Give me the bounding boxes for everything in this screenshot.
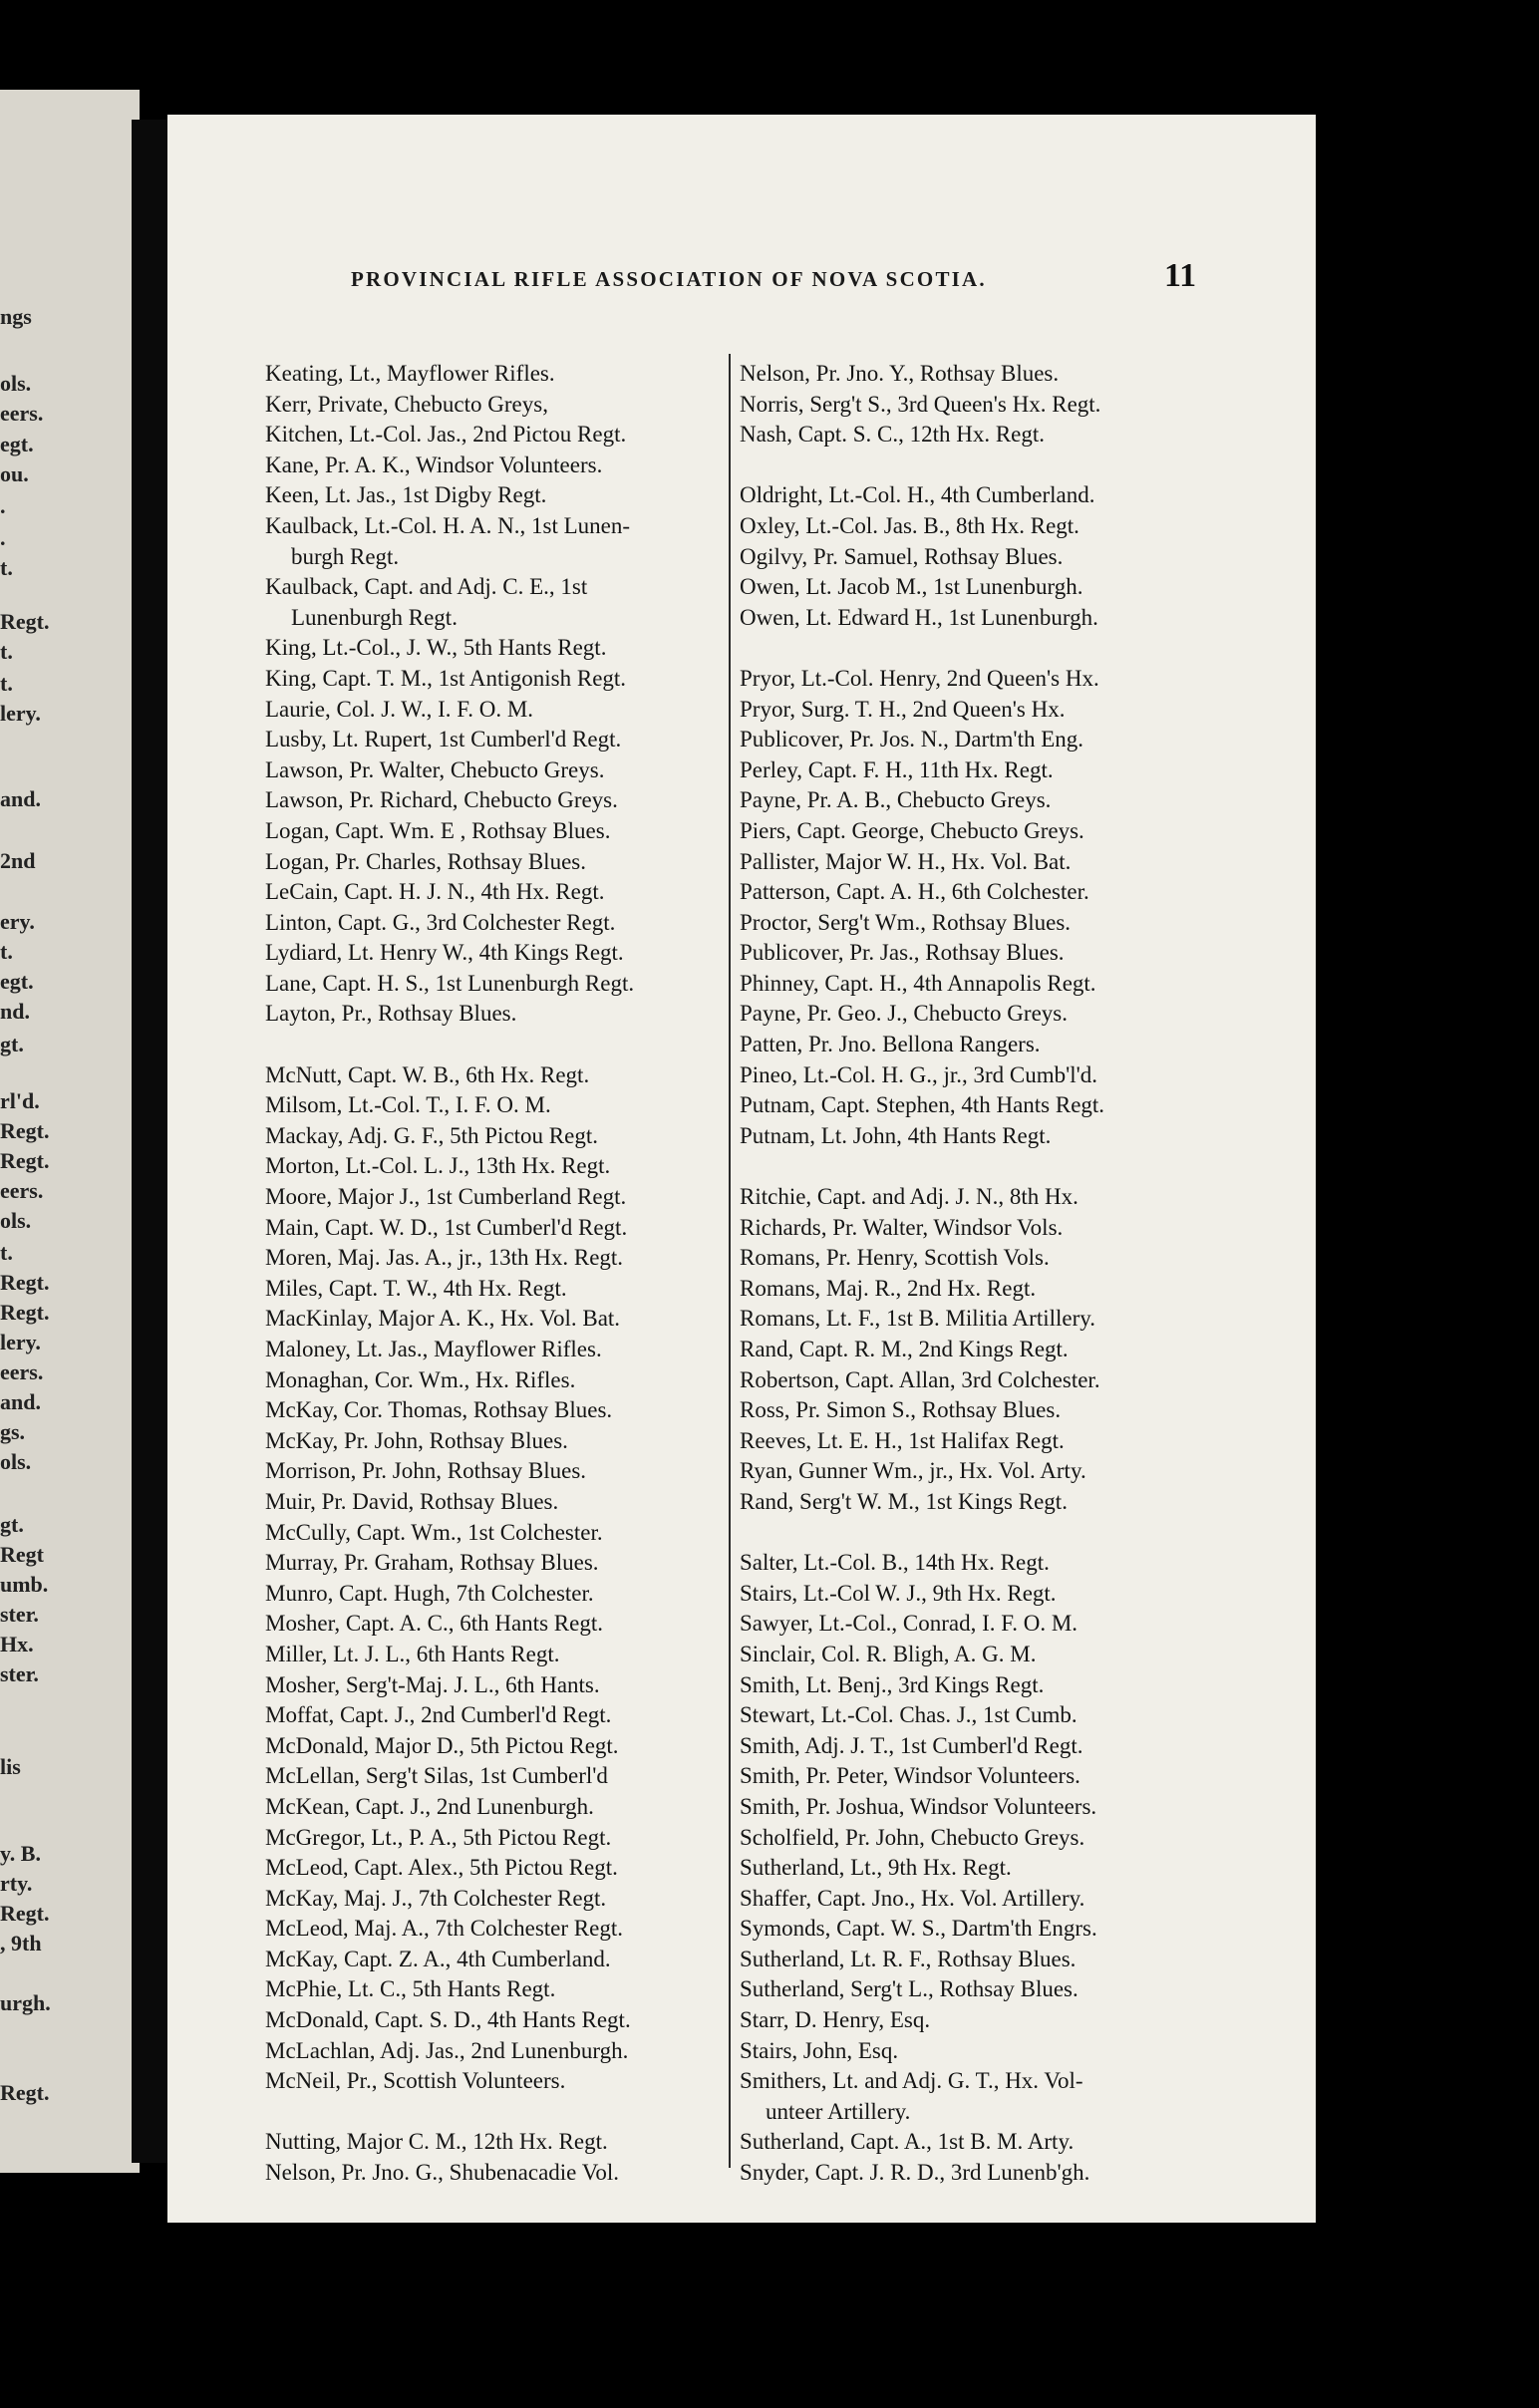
- directory-entry: McDonald, Capt. S. D., 4th Hants Regt.: [265, 2007, 631, 2033]
- prev-page-fragment: .: [0, 525, 6, 550]
- prev-page-fragment: ster.: [0, 1661, 39, 1686]
- directory-entry: Putnam, Capt. Stephen, 4th Hants Regt.: [740, 1092, 1105, 1118]
- prev-page-fragment: Regt.: [0, 2080, 50, 2105]
- directory-entry: Lane, Capt. H. S., 1st Lunenburgh Regt.: [265, 970, 635, 996]
- directory-entry: Munro, Capt. Hugh, 7th Colchester.: [265, 1580, 594, 1606]
- directory-entry: Moren, Maj. Jas. A., jr., 13th Hx. Regt.: [265, 1245, 624, 1271]
- directory-entry: Norris, Serg't S., 3rd Queen's Hx. Regt.: [740, 391, 1101, 417]
- directory-entry: McNeil, Pr., Scottish Volunteers.: [265, 2068, 566, 2094]
- directory-entry: McNutt, Capt. W. B., 6th Hx. Regt.: [265, 1061, 590, 1087]
- prev-page-fragment: eers.: [0, 401, 44, 426]
- directory-entry: Kaulback, Lt.-Col. H. A. N., 1st Lunen-: [265, 512, 631, 538]
- prev-page-fragment: eers.: [0, 1359, 44, 1384]
- directory-entry: Monaghan, Cor. Wm., Hx. Rifles.: [265, 1366, 576, 1392]
- directory-entry: Logan, Capt. Wm. E , Rothsay Blues.: [265, 817, 611, 843]
- directory-entry: Rand, Capt. R. M., 2nd Kings Regt.: [740, 1337, 1069, 1361]
- directory-entry: McLeod, Maj. A., 7th Colchester Regt.: [265, 1916, 623, 1942]
- directory-entry: Owen, Lt. Edward H., 1st Lunenburgh.: [740, 604, 1098, 630]
- directory-entry: Stairs, Lt.-Col W. J., 9th Hx. Regt.: [740, 1580, 1057, 1606]
- entry-continuation: unteer Artillery.: [766, 2098, 911, 2124]
- directory-entry: King, Capt. T. M., 1st Antigonish Regt.: [265, 665, 627, 691]
- directory-entry: Oldright, Lt.-Col. H., 4th Cumberland.: [740, 482, 1095, 508]
- directory-entry: Romans, Maj. R., 2nd Hx. Regt.: [740, 1275, 1037, 1301]
- prev-page-fragment: Regt.: [0, 1148, 50, 1173]
- directory-entry: Sutherland, Capt. A., 1st B. M. Arty.: [740, 2129, 1075, 2155]
- directory-entry: MacKinlay, Major A. K., Hx. Vol. Bat.: [265, 1306, 621, 1332]
- prev-page-fragment: eers.: [0, 1178, 44, 1203]
- directory-entry: Murray, Pr. Graham, Rothsay Blues.: [265, 1550, 599, 1576]
- directory-entry: LeCain, Capt. H. J. N., 4th Hx. Regt.: [265, 879, 605, 905]
- directory-entry: Nutting, Major C. M., 12th Hx. Regt.: [265, 2129, 608, 2155]
- directory-entry: Perley, Capt. F. H., 11th Hx. Regt.: [740, 756, 1054, 782]
- directory-entry: Proctor, Serg't Wm., Rothsay Blues.: [740, 909, 1072, 935]
- directory-entry: Lawson, Pr. Richard, Chebucto Greys.: [265, 787, 618, 813]
- directory-entry: Robertson, Capt. Allan, 3rd Colchester.: [740, 1366, 1100, 1392]
- directory-entry: Publicover, Pr. Jas., Rothsay Blues.: [740, 940, 1065, 966]
- directory-entry: Mosher, Serg't-Maj. J. L., 6th Hants.: [265, 1671, 600, 1697]
- directory-entry: Keating, Lt., Mayflower Rifles.: [265, 361, 555, 386]
- directory-entry: Smith, Pr. Peter, Windsor Volunteers.: [740, 1763, 1080, 1789]
- directory-entry: Milsom, Lt.-Col. T., I. F. O. M.: [265, 1092, 551, 1118]
- directory-entry: Ogilvy, Pr. Samuel, Rothsay Blues.: [740, 543, 1064, 569]
- prev-page-fragment: ster.: [0, 1602, 39, 1627]
- directory-entry: McKean, Capt. J., 2nd Lunenburgh.: [265, 1793, 594, 1819]
- prev-page-fragment: umb.: [0, 1572, 49, 1597]
- directory-entry: Oxley, Lt.-Col. Jas. B., 8th Hx. Regt.: [740, 512, 1079, 538]
- prev-page-fragment: egt.: [0, 432, 34, 456]
- directory-entry: Nelson, Pr. Jno. Y., Rothsay Blues.: [740, 361, 1060, 386]
- directory-entry: Kerr, Private, Chebucto Greys,: [265, 391, 548, 417]
- directory-entry: Pryor, Surg. T. H., 2nd Queen's Hx.: [740, 696, 1066, 722]
- directory-entry: McLeod, Capt. Alex., 5th Pictou Regt.: [265, 1855, 618, 1881]
- directory-entry: Kaulback, Capt. and Adj. C. E., 1st: [265, 574, 588, 600]
- directory-entry: Salter, Lt.-Col. B., 14th Hx. Regt.: [740, 1550, 1050, 1576]
- prev-page-fragment: t.: [0, 939, 13, 964]
- directory-entry: Stewart, Lt.-Col. Chas. J., 1st Cumb.: [740, 1702, 1077, 1728]
- running-title: PROVINCIAL RIFLE ASSOCIATION OF NOVA SCOTIA.: [351, 267, 987, 291]
- prev-page-fragment: gs.: [0, 1419, 26, 1444]
- section-gap: [740, 1151, 1298, 1182]
- directory-entry: Maloney, Lt. Jas., Mayflower Rifles.: [265, 1337, 602, 1361]
- directory-entry: Symonds, Capt. W. S., Dartm'th Engrs.: [740, 1916, 1097, 1942]
- directory-entry: Owen, Lt. Jacob M., 1st Lunenburgh.: [740, 574, 1083, 600]
- directory-entry: Romans, Pr. Henry, Scottish Vols.: [740, 1245, 1050, 1271]
- directory-entry: Stairs, John, Esq.: [740, 2037, 899, 2063]
- directory-entry: Sawyer, Lt.-Col., Conrad, I. F. O. M.: [740, 1611, 1078, 1637]
- directory-entry: Miller, Lt. J. L., 6th Hants Regt.: [265, 1641, 560, 1666]
- prev-page-fragment: y. B.: [0, 1841, 41, 1866]
- directory-entry: Ryan, Gunner Wm., jr., Hx. Vol. Arty.: [740, 1458, 1086, 1484]
- section-gap: [740, 451, 1298, 481]
- directory-entry: Morrison, Pr. John, Rothsay Blues.: [265, 1458, 587, 1484]
- right-column: [740, 359, 1298, 2189]
- directory-entry: Linton, Capt. G., 3rd Colchester Regt.: [265, 909, 616, 935]
- prev-page-fragment: , 9th: [0, 1931, 42, 1956]
- directory-entry: Reeves, Lt. E. H., 1st Halifax Regt.: [740, 1427, 1065, 1453]
- prev-page-fragment: ngs: [0, 304, 32, 329]
- prev-page-fragment: ou.: [0, 461, 29, 486]
- prev-page-fragment: t.: [0, 671, 13, 696]
- directory-entry: Kitchen, Lt.-Col. Jas., 2nd Pictou Regt.: [265, 422, 627, 448]
- prev-page-fragment: lis: [0, 1754, 21, 1779]
- prev-page-fragment: Regt.: [0, 1270, 50, 1295]
- directory-entry: Pryor, Lt.-Col. Henry, 2nd Queen's Hx.: [740, 665, 1099, 691]
- prev-page-fragment: gt.: [0, 1512, 24, 1537]
- directory-entry: Starr, D. Henry, Esq.: [740, 2007, 931, 2033]
- directory-entry: McLachlan, Adj. Jas., 2nd Lunenburgh.: [265, 2037, 629, 2063]
- directory-entry: Putnam, Lt. John, 4th Hants Regt.: [740, 1122, 1052, 1148]
- directory-entry: Moore, Major J., 1st Cumberland Regt.: [265, 1184, 627, 1210]
- directory-entry: McKay, Pr. John, Rothsay Blues.: [265, 1427, 568, 1453]
- directory-entry: Layton, Pr., Rothsay Blues.: [265, 1001, 517, 1027]
- directory-entry: Smith, Lt. Benj., 3rd Kings Regt.: [740, 1671, 1045, 1697]
- prev-page-fragment: Regt.: [0, 1901, 50, 1926]
- prev-page-fragment: egt.: [0, 969, 34, 994]
- entry-continuation: Lunenburgh Regt.: [291, 604, 458, 630]
- directory-entry: McPhie, Lt. C., 5th Hants Regt.: [265, 1976, 556, 2002]
- prev-page-fragment: ery.: [0, 909, 35, 934]
- directory-entry: Sinclair, Col. R. Bligh, A. G. M.: [740, 1641, 1037, 1666]
- prev-page-fragment: ols.: [0, 1208, 32, 1233]
- section-gap: [740, 1518, 1298, 1549]
- entry-continuation: burgh Regt.: [291, 543, 400, 569]
- directory-entry: Publicover, Pr. Jos. N., Dartm'th Eng.: [740, 727, 1084, 752]
- directory-entry: McKay, Maj. J., 7th Colchester Regt.: [265, 1885, 607, 1911]
- page-number: 11: [1164, 257, 1197, 294]
- directory-entry: Kane, Pr. A. K., Windsor Volunteers.: [265, 452, 603, 477]
- directory-entry: Shaffer, Capt. Jno., Hx. Vol. Artillery.: [740, 1885, 1085, 1911]
- prev-page-fragment: Regt: [0, 1542, 44, 1567]
- directory-entry: Piers, Capt. George, Chebucto Greys.: [740, 817, 1084, 843]
- directory-entry: Laurie, Col. J. W., I. F. O. M.: [265, 696, 534, 722]
- directory-entry: Smith, Pr. Joshua, Windsor Volunteers.: [740, 1793, 1097, 1819]
- prev-page-fragment: .: [0, 493, 6, 518]
- directory-entry: McGregor, Lt., P. A., 5th Pictou Regt.: [265, 1824, 612, 1850]
- directory-entry: Payne, Pr. Geo. J., Chebucto Greys.: [740, 1001, 1068, 1027]
- directory-entry: Romans, Lt. F., 1st B. Militia Artillery.: [740, 1306, 1096, 1332]
- prev-page-fragment: t.: [0, 555, 13, 580]
- prev-page-fragment: urgh.: [0, 1990, 51, 2015]
- prev-page-fragment: and.: [0, 786, 41, 811]
- prev-page-fragment: Regt.: [0, 1118, 50, 1143]
- directory-entry: McLellan, Serg't Silas, 1st Cumberl'd: [265, 1763, 608, 1789]
- directory-entry: Sutherland, Lt., 9th Hx. Regt.: [740, 1855, 1012, 1881]
- prev-page-fragment: t.: [0, 639, 13, 664]
- directory-entry: McKay, Capt. Z. A., 4th Cumberland.: [265, 1946, 611, 1971]
- previous-page-edge: [0, 90, 140, 2173]
- prev-page-fragment: 2nd: [0, 848, 36, 873]
- directory-entry: Logan, Pr. Charles, Rothsay Blues.: [265, 848, 586, 874]
- prev-page-fragment: rty.: [0, 1871, 33, 1896]
- directory-entry: Miles, Capt. T. W., 4th Hx. Regt.: [265, 1275, 567, 1301]
- directory-entry: Morton, Lt.-Col. L. J., 13th Hx. Regt.: [265, 1153, 611, 1179]
- directory-entry: Smithers, Lt. and Adj. G. T., Hx. Vol-: [740, 2068, 1083, 2094]
- directory-entry: Lusby, Lt. Rupert, 1st Cumberl'd Regt.: [265, 727, 622, 752]
- directory-entry: Phinney, Capt. H., 4th Annapolis Regt.: [740, 970, 1096, 996]
- directory-entry: Sutherland, Serg't L., Rothsay Blues.: [740, 1976, 1078, 2002]
- directory-entry: Ross, Pr. Simon S., Rothsay Blues.: [740, 1397, 1062, 1423]
- prev-page-fragment: Hx.: [0, 1632, 34, 1656]
- directory-entry: Lydiard, Lt. Henry W., 4th Kings Regt.: [265, 940, 624, 966]
- directory-entry: Sutherland, Lt. R. F., Rothsay Blues.: [740, 1946, 1077, 1971]
- directory-entry: Mackay, Adj. G. F., 5th Pictou Regt.: [265, 1122, 598, 1148]
- prev-page-fragment: ols.: [0, 371, 32, 396]
- directory-entry: Richards, Pr. Walter, Windsor Vols.: [740, 1214, 1064, 1240]
- directory-entry: Nash, Capt. S. C., 12th Hx. Regt.: [740, 422, 1046, 448]
- prev-page-fragment: Regt.: [0, 609, 50, 634]
- directory-entry: McKay, Cor. Thomas, Rothsay Blues.: [265, 1397, 613, 1423]
- directory-entry: Muir, Pr. David, Rothsay Blues.: [265, 1488, 559, 1514]
- directory-entry: Nelson, Pr. Jno. G., Shubenacadie Vol.: [265, 2160, 619, 2186]
- directory-entry: Payne, Pr. A. B., Chebucto Greys.: [740, 787, 1052, 813]
- directory-entry: McCully, Capt. Wm., 1st Colchester.: [265, 1519, 603, 1545]
- directory-entry: Main, Capt. W. D., 1st Cumberl'd Regt.: [265, 1214, 628, 1240]
- directory-entry: Ritchie, Capt. and Adj. J. N., 8th Hx.: [740, 1184, 1078, 1210]
- prev-page-fragment: lery.: [0, 1330, 41, 1354]
- directory-entry: Mosher, Capt. A. C., 6th Hants Regt.: [265, 1611, 603, 1637]
- directory-entry: Moffat, Capt. J., 2nd Cumberl'd Regt.: [265, 1702, 612, 1728]
- section-gap: [740, 633, 1298, 664]
- directory-entry: Snyder, Capt. J. R. D., 3rd Lunenb'gh.: [740, 2160, 1090, 2186]
- directory-entry: McDonald, Major D., 5th Pictou Regt.: [265, 1732, 619, 1758]
- directory-entry: Lawson, Pr. Walter, Chebucto Greys.: [265, 756, 605, 782]
- directory-entry: Pallister, Major W. H., Hx. Vol. Bat.: [740, 848, 1072, 874]
- directory-entry: Patten, Pr. Jno. Bellona Rangers.: [740, 1032, 1041, 1057]
- directory-entry: Pineo, Lt.-Col. H. G., jr., 3rd Cumb'l'd.: [740, 1061, 1098, 1087]
- directory-entry: Scholfield, Pr. John, Chebucto Greys.: [740, 1824, 1085, 1850]
- directory-entry: Patterson, Capt. A. H., 6th Colchester.: [740, 879, 1089, 905]
- prev-page-fragment: nd.: [0, 999, 30, 1024]
- directory-entry: King, Lt.-Col., J. W., 5th Hants Regt.: [265, 635, 607, 661]
- directory-entry: Smith, Adj. J. T., 1st Cumberl'd Regt.: [740, 1732, 1083, 1758]
- prev-page-fragment: and.: [0, 1389, 41, 1414]
- prev-page-fragment: lery.: [0, 701, 41, 726]
- prev-page-fragment: ols.: [0, 1449, 32, 1474]
- prev-page-fragment: rl'd.: [0, 1088, 40, 1113]
- prev-page-fragment: gt.: [0, 1032, 24, 1056]
- prev-page-fragment: t.: [0, 1240, 13, 1265]
- prev-page-fragment: Regt.: [0, 1300, 50, 1325]
- directory-entry: Rand, Serg't W. M., 1st Kings Regt.: [740, 1488, 1068, 1514]
- directory-entry: Keen, Lt. Jas., 1st Digby Regt.: [265, 482, 547, 508]
